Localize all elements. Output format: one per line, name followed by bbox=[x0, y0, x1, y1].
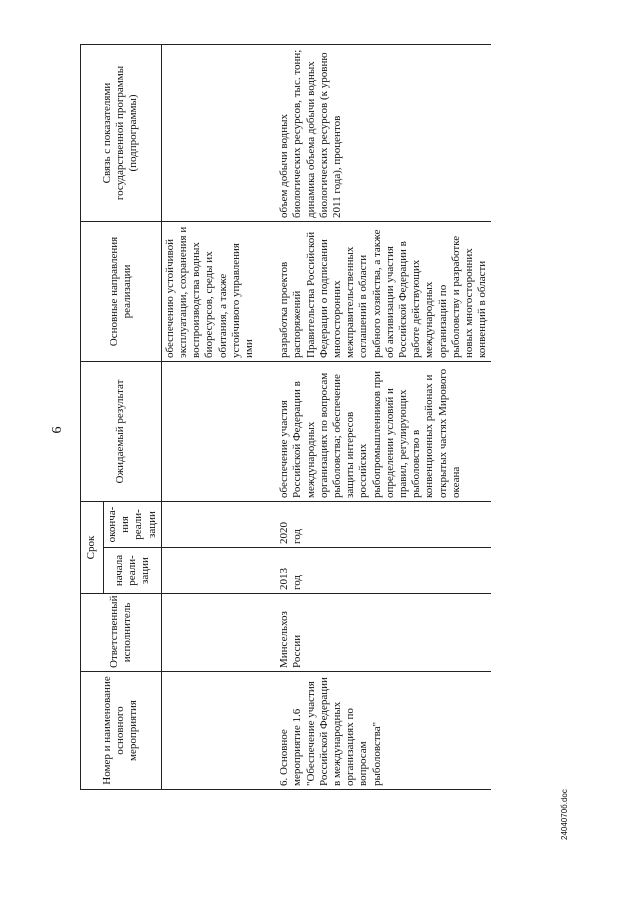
row-main-directions: разработка проектов распоряжений Правительства Российской Федерации о подписании многосторонних межправительственных соглашений в области рыбного хозяйства, а также об активизации участия Российской Федерации в работе действующих международных организаций по рыболовству и разработке новых многосторонних конвенций в области bbox=[276, 222, 491, 362]
row-term-start: 2013 год bbox=[276, 548, 491, 594]
page-number: 6 bbox=[50, 426, 65, 434]
rotated-page bbox=[40, 10, 600, 850]
header-number-name: Номер и наименование основного мероприятия bbox=[81, 672, 162, 790]
row-link-indicators: объем добычи водных биологических ресурсов, тыс. тонн; динамика объема добычи водных биологических ресурсов (к уровню 2011 года), процентов bbox=[276, 45, 491, 222]
header-term: Срок bbox=[81, 502, 104, 594]
row-responsible: Минсельхоз России bbox=[276, 594, 491, 672]
activities-table bbox=[80, 44, 491, 790]
cont-cell-number bbox=[161, 672, 276, 790]
header-link-indicators: Связь с показателями государственной программы (подпрограммы) bbox=[81, 45, 162, 222]
cont-cell-indicators bbox=[161, 45, 276, 222]
row-number-name: 6. Основное мероприятие 1.6 "Обеспечение участия Российской Федерации в международных организациях по вопросам рыболовства" bbox=[276, 672, 491, 790]
header-responsible: Ответственный исполнитель bbox=[81, 594, 162, 672]
header-expected-result: Ожидаемый результат bbox=[81, 362, 162, 502]
cont-cell-start bbox=[161, 548, 276, 594]
cont-cell-result bbox=[161, 362, 276, 502]
doc-code: 2404070б.doc bbox=[560, 789, 569, 840]
row-expected-result: обеспечение участия Российской Федерации в международных организациях по вопросам рыболовства; обеспечение защиты интересов российских рыбопромышленников при определении условий и правил, регулирующих рыболовство в конвенционных районах и открытых частях Мирового океана bbox=[276, 362, 491, 502]
header-term-end: оконча-ния реали-зации bbox=[104, 502, 162, 548]
row-term-end: 2020 год bbox=[276, 502, 491, 548]
header-main-directions: Основные направления реализации bbox=[81, 222, 162, 362]
cont-cell-end bbox=[161, 502, 276, 548]
header-term-start: начала реали-зации bbox=[104, 548, 162, 594]
cont-cell-directions: обеспечению устойчивой эксплуатации, сохранения и воспроизводства водных биоресурсов, среды их обитания, а также устойчивого управления ими bbox=[161, 222, 276, 362]
cont-cell-responsible bbox=[161, 594, 276, 672]
